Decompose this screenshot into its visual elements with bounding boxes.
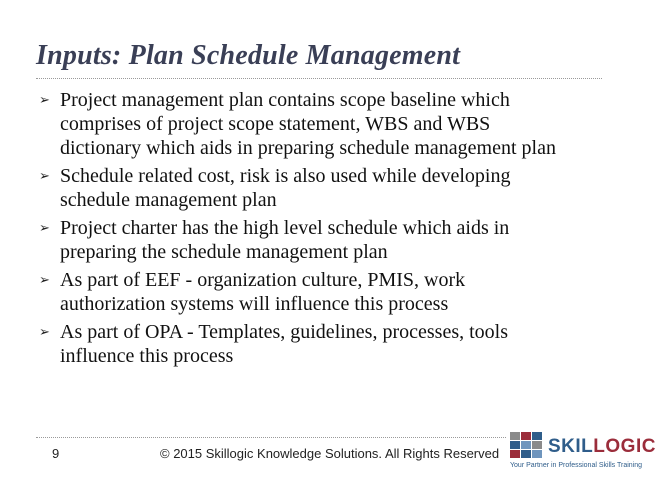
bullet-text: As part of OPA - Templates, guidelines, processes, tools influence this process [60,321,508,367]
bullet-item [36,320,556,368]
logo-wordmark [548,436,656,458]
footer-divider [36,437,506,438]
bullet-text: Project management plan contains scope baseline which comprises of project scope statement, WBS and WBS dictionary which aids in preparing schedule management plan [60,89,556,159]
slide-title: Inputs: Plan Schedule Management [36,40,461,71]
arrow-bullet-icon: ➢ [39,169,50,184]
logo-text-logic: LOGIC [593,436,656,457]
skillogic-logo [510,432,656,472]
bullet-text: As part of EEF - organization culture, PMIS, work authorization systems will influence this process [60,269,466,315]
copyright-notice: © 2015 Skillogic Knowledge Solutions. All Rights Reserved [160,446,500,461]
bullet-text: Project charter has the high level schedule which aids in preparing the schedule management plan [60,217,510,263]
bullet-item [36,164,556,212]
logo-squares-icon [510,432,544,460]
arrow-bullet-icon: ➢ [39,221,50,236]
logo-tagline: Your Partner in Professional Skills Training [510,462,643,469]
arrow-bullet-icon: ➢ [39,93,50,108]
page-number: 9 [52,446,60,461]
arrow-bullet-icon: ➢ [39,325,50,340]
bullet-item [36,216,556,264]
bullet-item [36,88,556,160]
bullet-text: Schedule related cost, risk is also used while developing schedule management plan [60,165,511,211]
title-divider [36,78,602,79]
bullet-list [36,88,556,372]
arrow-bullet-icon: ➢ [39,273,50,288]
bullet-item [36,268,556,316]
logo-text-skil: SKIL [548,436,594,457]
